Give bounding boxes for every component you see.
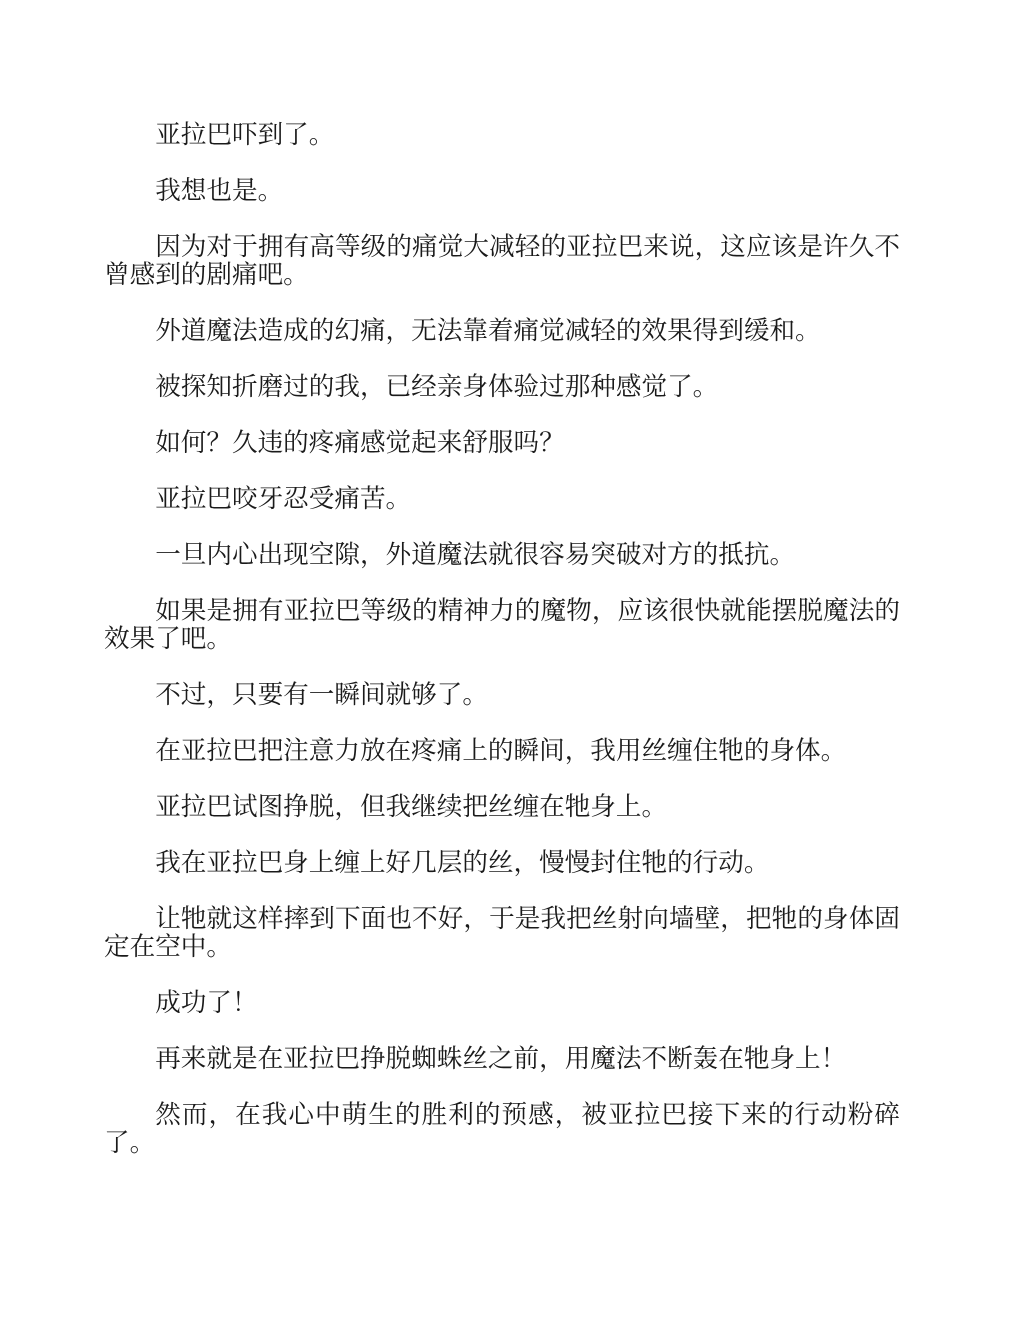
paragraph: 在亚拉巴把注意力放在疼痛上的瞬间，我用丝缠住牠的身体。: [155, 736, 847, 766]
paragraph: 因为对于拥有高等级的痛觉大减轻的亚拉巴来说，这应该是许久不曾感到的剧痛吧。: [104, 232, 900, 290]
paragraph: 亚拉巴试图挣脱，但我继续把丝缠在牠身上。: [155, 792, 668, 822]
paragraph: 一旦内心出现空隙，外道魔法就很容易突破对方的抵抗。: [155, 540, 796, 570]
paragraph: 我在亚拉巴身上缠上好几层的丝，慢慢封住牠的行动。: [155, 848, 770, 878]
paragraph: 成功了！: [155, 988, 258, 1018]
paragraph: 如果是拥有亚拉巴等级的精神力的魔物，应该很快就能摆脱魔法的效果了吧。: [104, 596, 900, 654]
paragraph: 然而，在我心中萌生的胜利的预感，被亚拉巴接下来的行动粉碎了。: [104, 1100, 900, 1158]
paragraph: 亚拉巴咬牙忍受痛苦。: [155, 484, 412, 514]
paragraph: 如何？久违的疼痛感觉起来舒服吗？: [155, 428, 565, 458]
novel-text: [104, 121, 900, 1157]
paragraph: 让牠就这样摔到下面也不好，于是我把丝射向墙壁，把牠的身体固定在空中。: [104, 904, 900, 962]
paragraph: 被探知折磨过的我，已经亲身体验过那种感觉了。: [155, 372, 719, 402]
paragraph: 我想也是。: [155, 176, 284, 206]
paragraph: 再来就是在亚拉巴挣脱蜘蛛丝之前，用魔法不断轰在牠身上！: [155, 1044, 847, 1074]
paragraph: 亚拉巴吓到了。: [155, 120, 335, 150]
paragraph: 外道魔法造成的幻痛，无法靠着痛觉减轻的效果得到缓和。: [155, 316, 821, 346]
paragraph: 不过，只要有一瞬间就够了。: [155, 680, 488, 710]
